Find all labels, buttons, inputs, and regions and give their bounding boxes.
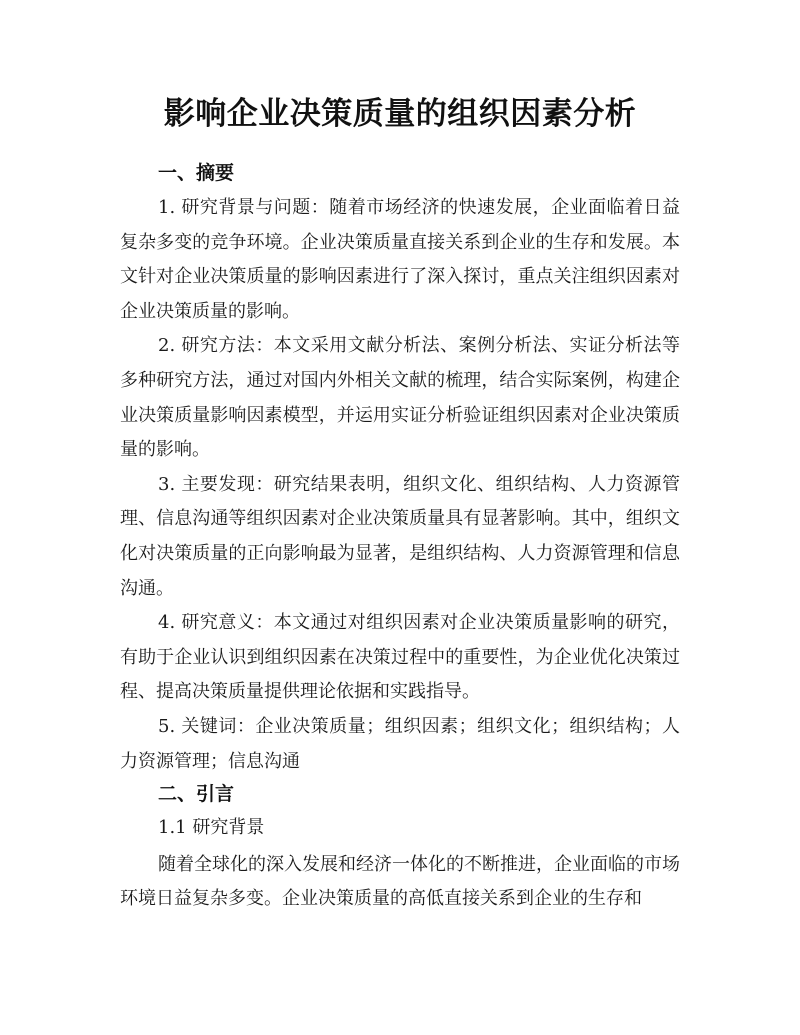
abstract-paragraph-significance: 4. 研究意义：本文通过对组织因素对企业决策质量影响的研究，有助于企业认识到组织因素在决策过程中的重要性，为企业优化决策过程、提高决策质量提供理论依据和实践指导。	[120, 612, 680, 703]
introduction-paragraph: 随着全球化的深入发展和经济一体化的不断推进，企业面临的市场环境日益复杂多变。企业决策质量的高低直接关系到企业的生存和	[120, 853, 680, 910]
section-introduction	[120, 779, 680, 917]
abstract-paragraph-keywords: 5. 关键词：企业决策质量；组织因素；组织文化；组织结构；人力资源管理；信息沟通	[120, 715, 680, 772]
abstract-paragraph-background: 1. 研究背景与问题：随着市场经济的快速发展，企业面临着日益复杂多变的竞争环境。企业决策质量直接关系到企业的生存和发展。本文针对企业决策质量的影响因素进行了深入探讨，重点关注组织因素对企业决策质量的影响。	[120, 197, 680, 322]
section-abstract	[120, 158, 680, 779]
abstract-paragraph-findings: 3. 主要发现：研究结果表明，组织文化、组织结构、人力资源管理、信息沟通等组织因素对企业决策质量具有显著影响。其中，组织文化对决策质量的正向影响最为显著，是组织结构、人力资源管理和信息沟通。	[120, 473, 680, 599]
subsection-heading-background: 1.1 研究背景	[158, 817, 265, 839]
section-heading-introduction: 二、引言	[158, 783, 235, 806]
abstract-paragraph-method: 2. 研究方法：本文采用文献分析法、案例分析法、实证分析法等多种研究方法，通过对国内外相关文献的梳理，结合实际案例，构建企业决策质量影响因素模型，并运用实证分析验证组织因素对企业决策质量的影响。	[120, 335, 680, 461]
document-title: 影响企业决策质量的组织因素分析	[163, 96, 637, 132]
document-page	[120, 92, 680, 917]
section-heading-abstract: 一、摘要	[158, 162, 235, 184]
